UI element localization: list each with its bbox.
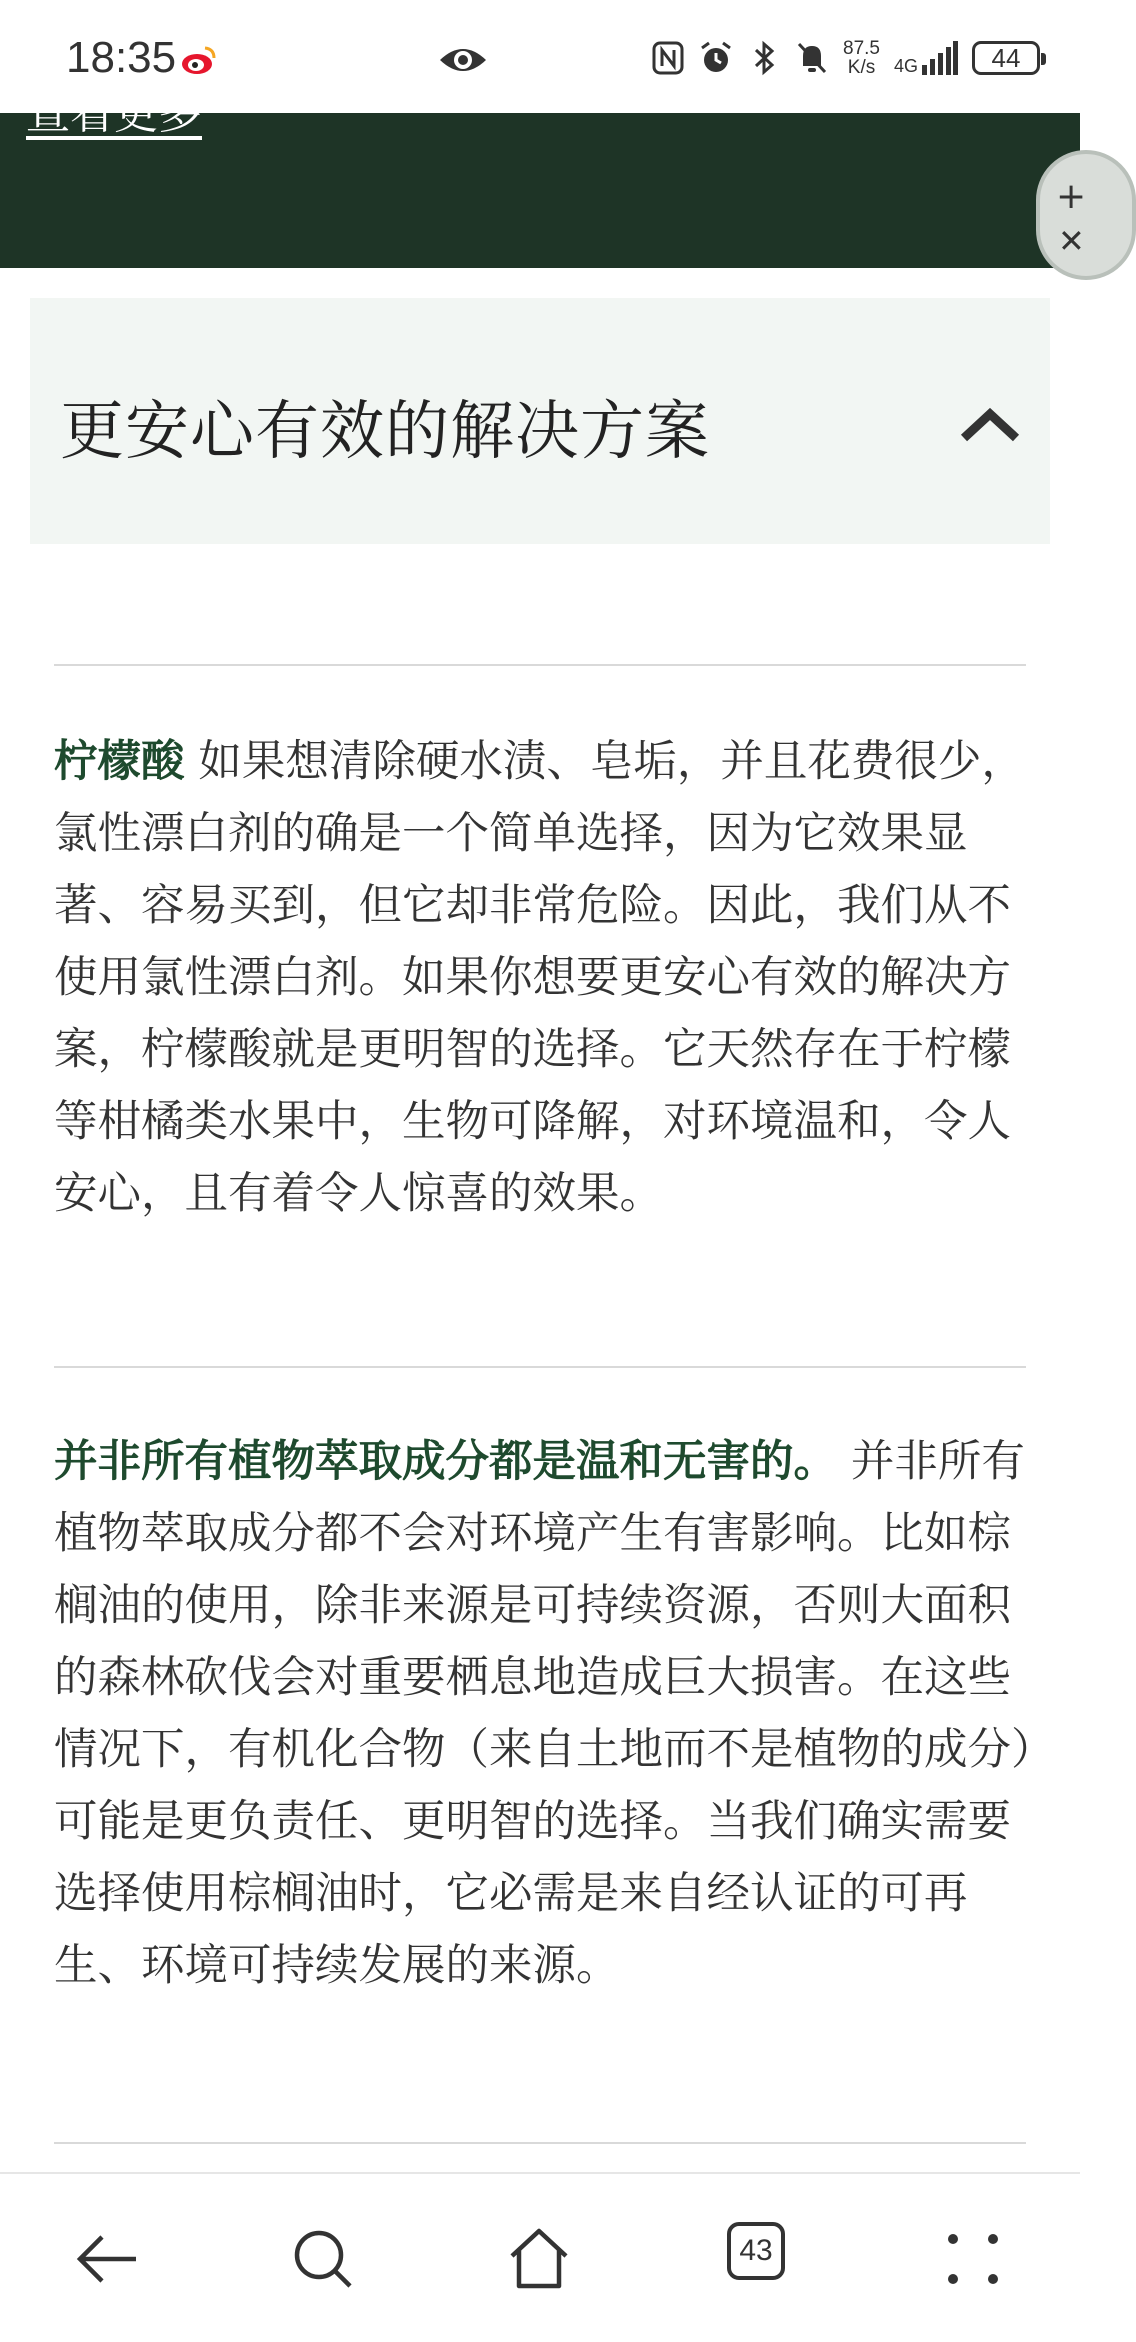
divider xyxy=(54,664,1026,666)
promo-banner xyxy=(0,88,1080,268)
weibo-icon xyxy=(181,44,217,76)
plus-icon: + xyxy=(1056,176,1087,217)
net-speed-unit: K/s xyxy=(847,57,876,78)
battery-icon xyxy=(972,41,1040,75)
paragraph-lead: 并非所有植物萃取成分都是温和无害的。 xyxy=(54,1437,837,1487)
nfc-icon xyxy=(651,40,685,76)
tabs-icon[interactable] xyxy=(727,2222,785,2280)
mute-icon xyxy=(795,40,829,76)
bottom-nav xyxy=(0,2172,1080,2342)
bluetooth-icon xyxy=(747,40,781,76)
section-title: 更安心有效的解决方案 xyxy=(60,395,710,469)
alarm-icon xyxy=(699,40,733,76)
net-speed xyxy=(843,39,880,77)
signal-icon xyxy=(920,41,958,75)
status-time: 18:35 xyxy=(66,33,177,82)
divider xyxy=(54,1366,1026,1368)
floating-action-button[interactable] xyxy=(1036,150,1136,280)
search-icon[interactable] xyxy=(288,2224,358,2294)
paragraph-body: 如果想清除硬水渍、皂垢，并且花费很少，氯性漂白剂的确是一个简单选择，因为它效果显著、容易买到，但它却非常危险。因此，我们从不使用氯性漂白剂。如果你想要更安心有效的解决方案，柠檬酸就是更明智的选择。它天然存在于柠檬等柑橘类水果中，生物可降解，对环境温和，令人安心，且有着令人惊喜的效果。 xyxy=(54,737,1025,1219)
eye-icon xyxy=(438,44,488,76)
signal-group xyxy=(894,41,958,75)
paragraph-plant-extracts xyxy=(54,1426,1034,2002)
paragraph-lead: 柠檬酸 xyxy=(54,737,185,787)
tab-count: 43 xyxy=(739,2234,773,2267)
divider xyxy=(54,2142,1026,2144)
accordion-header[interactable] xyxy=(30,298,1050,544)
paragraph-citric-acid xyxy=(54,726,1034,1230)
close-icon: ✕ xyxy=(1058,222,1085,260)
network-type: 4G xyxy=(893,56,918,76)
see-more-link[interactable]: 查看更多 xyxy=(26,88,202,139)
back-icon[interactable] xyxy=(72,2224,142,2294)
chevron-up-icon[interactable] xyxy=(958,404,1022,444)
status-icons xyxy=(651,36,1040,80)
net-speed-value: 87.5 xyxy=(843,38,880,59)
home-icon[interactable] xyxy=(504,2224,574,2294)
menu-icon[interactable] xyxy=(938,2224,1008,2294)
battery-level: 44 xyxy=(991,42,1021,73)
paragraph-body: 并非所有植物萃取成分都不会对环境产生有害影响。比如棕榈油的使用，除非来源是可持续资源，否则大面积的森林砍伐会对重要栖息地造成巨大损害。在这些情况下，有机化合物（来自土地而不是植物的成分）可能是更负责任、更明智的选择。当我们确实需要选择使用棕榈油时，它必需是来自经认证的可再生、环境可持续发展的来源。 xyxy=(54,1437,1033,1991)
